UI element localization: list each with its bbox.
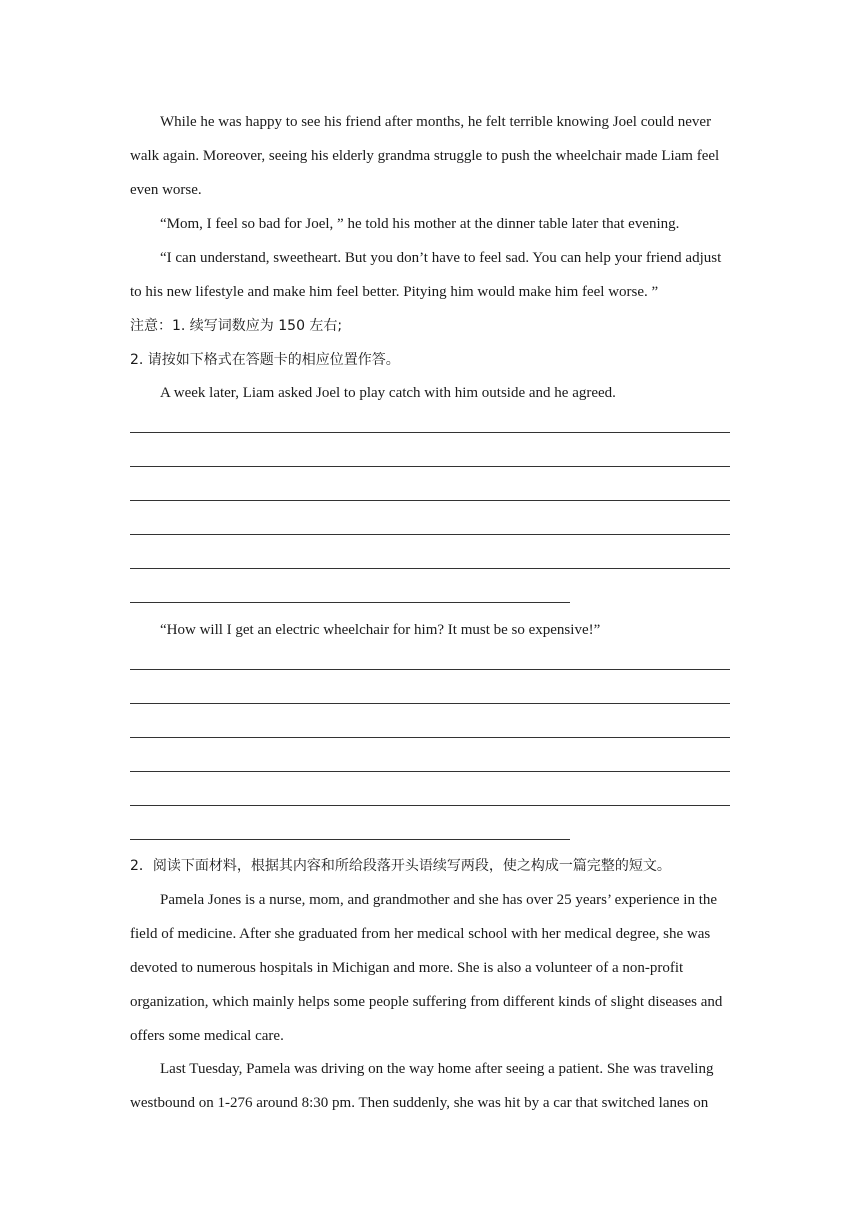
paragraph-line: “I can understand, sweetheart. But you don’t have to feel sad. You can help your friend adjust — [160, 250, 722, 266]
paragraph-line: westbound on 1-276 around 8:30 pm. Then suddenly, she was hit by a car that switched lanes on — [130, 1095, 709, 1111]
paragraph-line: to his new lifestyle and make him feel better. Pitying him would make him feel worse. ” — [130, 284, 659, 300]
question-heading: 2．阅读下面材料，根据其内容和所给段落开头语续写两段，使之构成一篇完整的短文。 — [130, 858, 671, 874]
paragraph-line: devoted to numerous hospitals in Michigan and more. She is also a volunteer of a non-profit — [130, 960, 684, 976]
prompt-line: A week later, Liam asked Joel to play catch with him outside and he agreed. — [160, 385, 616, 401]
answer-line — [130, 669, 730, 670]
paragraph-line: While he was happy to see his friend after months, he felt terrible knowing Joel could never — [160, 114, 712, 130]
answer-line — [130, 568, 730, 569]
answer-line — [130, 534, 730, 535]
answer-line — [130, 466, 730, 467]
note-line: 2. 请按如下格式在答题卡的相应位置作答。 — [130, 352, 400, 368]
paragraph-line: field of medicine. After she graduated from her medical school with her medical degree, she was — [130, 926, 711, 942]
answer-line — [130, 602, 570, 603]
answer-line — [130, 737, 730, 738]
paragraph-line: organization, which mainly helps some people suffering from different kinds of slight diseases and — [130, 994, 723, 1010]
paragraph-line: Last Tuesday, Pamela was driving on the way home after seeing a patient. She was traveling — [160, 1061, 714, 1077]
paragraph-line: Pamela Jones is a nurse, mom, and grandmother and she has over 25 years’ experience in the — [160, 892, 718, 908]
note-line: 注意：1. 续写词数应为 150 左右; — [130, 318, 343, 334]
answer-line — [130, 839, 570, 840]
answer-line — [130, 432, 730, 433]
answer-line — [130, 805, 730, 806]
prompt-line: “How will I get an electric wheelchair for him? It must be so expensive!” — [160, 622, 601, 638]
paragraph-line: offers some medical care. — [130, 1028, 284, 1044]
paragraph-line: even worse. — [130, 182, 202, 198]
paragraph-line: walk again. Moreover, seeing his elderly grandma struggle to push the wheelchair made Liam feel — [130, 148, 720, 164]
answer-line — [130, 500, 730, 501]
answer-line — [130, 703, 730, 704]
paragraph-line: “Mom, I feel so bad for Joel, ” he told his mother at the dinner table later that evening. — [160, 216, 680, 232]
answer-line — [130, 771, 730, 772]
